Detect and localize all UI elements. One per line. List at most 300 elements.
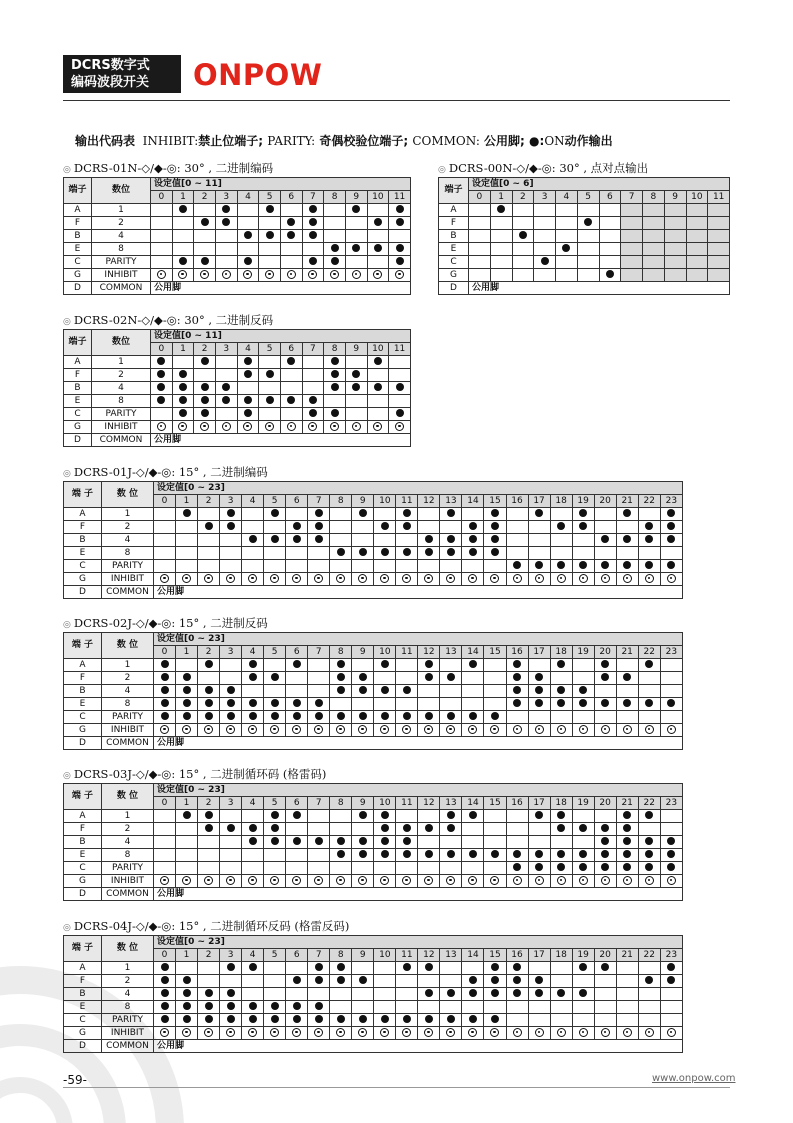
code-cell [154,560,176,573]
on-dot-icon [309,396,317,404]
on-dot-icon [205,1002,213,1010]
code-cell [374,672,396,685]
on-dot-icon [491,976,499,984]
code-cell [220,685,242,698]
position-number: 11 [396,949,418,962]
on-dot-icon [266,205,274,213]
code-cell [506,849,528,862]
on-dot-icon [183,712,191,720]
code-cell [572,1014,594,1027]
on-dot-icon [623,509,631,517]
code-cell [308,962,330,975]
code-cell [594,560,616,573]
code-cell [198,573,220,586]
code-cell [286,862,308,875]
inhibit-ring-icon [265,270,274,279]
table-row [439,269,730,282]
code-cell [643,204,665,217]
on-dot-icon [667,837,675,845]
code-cell [550,724,572,737]
table-row [64,1001,683,1014]
code-cell [374,962,396,975]
on-dot-icon [183,699,191,707]
code-cell [462,573,484,586]
code-cell [151,369,173,382]
on-dot-icon [396,244,404,252]
on-dot-icon [513,976,521,984]
inhibit-ring-icon [446,574,455,583]
on-dot-icon [201,218,209,226]
inhibit-ring-icon [265,422,274,431]
code-cell [550,975,572,988]
on-dot-icon [315,1002,323,1010]
table-row [64,849,683,862]
code-cell [577,204,599,217]
on-dot-icon [601,699,609,707]
code-cell [220,534,242,547]
code-cell [638,560,660,573]
code-cell [367,408,389,421]
on-dot-icon [309,257,317,265]
terminal-label: E [64,849,102,862]
on-dot-icon [447,673,455,681]
on-dot-icon [266,231,274,239]
output-code-table [63,632,683,750]
code-cell [242,975,264,988]
on-dot-icon [249,837,257,845]
code-cell [308,672,330,685]
code-cell [194,269,216,282]
code-cell [151,269,173,282]
code-cell [506,672,528,685]
terminal-label: B [64,382,92,395]
inhibit-ring-icon [160,876,169,885]
code-cell [172,243,194,256]
on-dot-icon [425,535,433,543]
code-cell [242,698,264,711]
position-number: 11 [396,797,418,810]
position-number: 17 [528,495,550,508]
code-cell [237,269,259,282]
code-cell [616,724,638,737]
on-dot-icon [447,850,455,858]
position-number: 5 [264,495,286,508]
code-cell [345,356,367,369]
code-cell [264,1014,286,1027]
code-cell [345,382,367,395]
code-cell [215,421,237,434]
position-number: 12 [418,797,440,810]
code-cell [280,256,302,269]
on-dot-icon [403,963,411,971]
on-dot-icon [227,989,235,997]
website-link[interactable]: www.onpow.com [652,1073,736,1084]
code-cell [352,698,374,711]
code-cell [302,243,324,256]
on-dot-icon [293,837,301,845]
code-cell [708,217,730,230]
digit-label: INHIBIT [102,724,154,737]
code-cell [528,521,550,534]
output-code-table [63,935,683,1053]
code-cell [660,1014,682,1027]
code-cell [352,560,374,573]
code-cell [151,217,173,230]
position-number: 9 [352,797,374,810]
code-cell [330,975,352,988]
on-dot-icon [447,548,455,556]
code-cell [154,1014,176,1027]
on-dot-icon [183,1015,191,1023]
position-number: 19 [572,495,594,508]
section-title: DCRS-00N-◇/◆-◎: 30° , 点对点输出 [448,161,649,175]
on-dot-icon [331,409,339,417]
code-cell [550,823,572,836]
code-cell [286,672,308,685]
on-dot-icon [205,811,213,819]
code-cell [418,875,440,888]
on-dot-icon [396,409,404,417]
output-code-table [63,783,683,901]
section-01j [63,464,683,599]
on-dot-icon [244,357,252,365]
code-cell [577,243,599,256]
code-cell [198,849,220,862]
position-number: 16 [506,646,528,659]
position-number: 22 [638,646,660,659]
inhibit-ring-icon [557,574,566,583]
code-cell [154,823,176,836]
inhibit-ring-icon [446,876,455,885]
code-cell [572,534,594,547]
code-cell [237,369,259,382]
code-cell [506,1027,528,1040]
code-cell [638,698,660,711]
on-dot-icon [491,963,499,971]
table-row [64,823,683,836]
code-cell [330,534,352,547]
table-row [439,256,730,269]
code-cell [440,1027,462,1040]
terminal-label: G [64,724,102,737]
on-dot-icon [667,522,675,530]
on-dot-icon [535,699,543,707]
common-pin-label: 公用脚 [469,282,730,295]
table-row [64,836,683,849]
code-cell [286,849,308,862]
inhibit-ring-icon [358,725,367,734]
code-cell [506,875,528,888]
code-cell [242,508,264,521]
code-cell [345,230,367,243]
position-number: 6 [286,495,308,508]
on-dot-icon [381,712,389,720]
code-cell [512,217,534,230]
code-cell [324,395,346,408]
code-cell [151,421,173,434]
on-dot-icon [667,509,675,517]
code-cell [506,508,528,521]
on-dot-icon [403,509,411,517]
code-cell [396,1014,418,1027]
code-cell [220,698,242,711]
position-number: 2 [198,797,220,810]
code-cell [172,421,194,434]
position-number: 21 [616,949,638,962]
inhibit-ring-icon [330,422,339,431]
code-cell [484,672,506,685]
code-cell [194,408,216,421]
code-cell [220,724,242,737]
output-code-table [63,329,411,447]
code-cell [264,849,286,862]
position-number: 21 [616,646,638,659]
terminal-label: F [64,217,92,230]
on-dot-icon [381,837,389,845]
inhibit-ring-icon [513,876,522,885]
position-number: 2 [194,191,216,204]
code-cell [194,356,216,369]
code-cell [198,560,220,573]
code-cell [484,962,506,975]
code-cell [462,672,484,685]
on-dot-icon [469,660,477,668]
code-cell [259,382,281,395]
code-cell [506,1014,528,1027]
on-dot-icon [337,712,345,720]
code-cell [572,547,594,560]
code-cell [280,382,302,395]
code-cell [440,975,462,988]
code-cell [550,1027,572,1040]
position-number: 3 [220,646,242,659]
on-dot-icon [403,712,411,720]
on-dot-icon [179,370,187,378]
code-cell [154,849,176,862]
code-cell [490,243,512,256]
terminal-label: D [64,737,102,750]
common-key: COMMON: [412,134,480,148]
inhibit-ring-icon [178,270,187,279]
table-row [439,204,730,217]
code-cell [242,836,264,849]
on-dot-icon [403,686,411,694]
code-cell [172,369,194,382]
on-dot-icon [403,548,411,556]
code-cell [440,547,462,560]
output-code-table [63,481,683,599]
digit-label: 4 [102,534,154,547]
code-cell [572,573,594,586]
code-cell [352,534,374,547]
code-cell [242,672,264,685]
position-number: 3 [220,797,242,810]
on-dot-icon [271,837,279,845]
code-cell [418,685,440,698]
code-cell [396,547,418,560]
code-cell [302,395,324,408]
code-cell [308,988,330,1001]
position-number: 10 [374,949,396,962]
code-cell [308,724,330,737]
code-cell [462,823,484,836]
code-cell [389,369,411,382]
digit-label: COMMON [92,282,151,295]
code-cell [484,547,506,560]
on-dot-icon [183,673,191,681]
digit-label: 2 [102,672,154,685]
terminal-label: C [64,1014,102,1027]
terminal-label: D [439,282,469,295]
code-cell [154,698,176,711]
on-dot-icon [645,976,653,984]
code-cell [374,698,396,711]
table-row [64,737,683,750]
code-cell [286,823,308,836]
on-dot-icon [623,561,631,569]
inhibit-ring-icon [667,1028,676,1037]
on-dot-icon [315,509,323,517]
code-cell [638,836,660,849]
code-cell [528,672,550,685]
digit-label: PARITY [102,862,154,875]
code-cell [572,810,594,823]
code-cell [616,698,638,711]
on-dot-icon [557,811,565,819]
code-cell [324,217,346,230]
code-cell [198,534,220,547]
code-cell [286,724,308,737]
code-cell [176,875,198,888]
code-cell [389,356,411,369]
on-dot-icon [201,409,209,417]
code-cell [550,849,572,862]
position-number: 5 [259,343,281,356]
code-cell [176,962,198,975]
inhibit-ring-icon [160,574,169,583]
code-cell [506,975,528,988]
common-pin-label: 公用脚 [154,737,683,750]
code-cell [660,1001,682,1014]
code-cell [389,217,411,230]
inhibit-ring-icon [645,574,654,583]
code-cell [176,810,198,823]
on-dot-icon [315,535,323,543]
terminal-label: G [64,1027,102,1040]
code-cell [550,862,572,875]
on-dot-icon [645,850,653,858]
on-dot-icon [491,509,499,517]
code-cell [264,685,286,698]
code-cell [462,1001,484,1014]
code-cell [550,1014,572,1027]
code-cell [616,988,638,1001]
code-cell [345,369,367,382]
inhibit-ring-icon [623,725,632,734]
code-cell [418,962,440,975]
inhibit-ring-icon [623,876,632,885]
code-cell [374,862,396,875]
code-cell [264,823,286,836]
table-row [64,711,683,724]
on-dot-icon [381,548,389,556]
position-number: 1 [176,949,198,962]
code-cell [198,988,220,1001]
code-cell [462,659,484,672]
on-dot-icon [513,850,521,858]
position-number: 10 [367,191,389,204]
code-cell [418,573,440,586]
code-cell [469,243,491,256]
code-cell [352,823,374,836]
on-dot-icon [205,660,213,668]
code-cell [324,382,346,395]
on-dot-icon [293,976,301,984]
on-dot-icon [315,837,323,845]
code-cell [194,217,216,230]
inhibit-ring-icon [248,725,257,734]
code-cell [198,521,220,534]
position-number: 10 [374,797,396,810]
common-pin-label: 公用脚 [151,282,411,295]
code-cell [352,672,374,685]
code-cell [286,698,308,711]
code-cell [352,975,374,988]
code-cell [198,823,220,836]
inhibit-ring-icon [204,876,213,885]
code-cell [396,810,418,823]
digit-label: 2 [92,217,151,230]
table-row [64,395,411,408]
code-cell [259,356,281,369]
code-cell [237,204,259,217]
terminal-label: F [64,521,102,534]
code-cell [259,204,281,217]
code-cell [176,508,198,521]
code-cell [638,547,660,560]
code-cell [660,849,682,862]
code-cell [708,256,730,269]
inhibit-ring-icon [373,270,382,279]
code-cell [418,508,440,521]
code-cell [242,659,264,672]
code-cell [462,698,484,711]
inhibit-ring-icon [314,574,323,583]
code-cell [528,711,550,724]
terminal-label: F [64,975,102,988]
position-number: 2 [512,191,534,204]
code-cell [264,975,286,988]
inhibit-ring-icon [270,574,279,583]
code-cell [389,243,411,256]
on-dot-icon [667,561,675,569]
code-cell [259,256,281,269]
code-cell [638,521,660,534]
on-desc: 动作输出 [564,134,613,148]
on-dot-icon [562,244,570,252]
on-dot-icon [359,548,367,556]
code-cell [550,659,572,672]
on-dot-icon [579,989,587,997]
code-cell [194,395,216,408]
on-dot-icon [201,383,209,391]
code-cell [440,672,462,685]
code-cell [286,1014,308,1027]
on-dot-icon [179,257,187,265]
inhibit-ring-icon [373,422,382,431]
table-row [64,382,411,395]
code-cell [389,230,411,243]
